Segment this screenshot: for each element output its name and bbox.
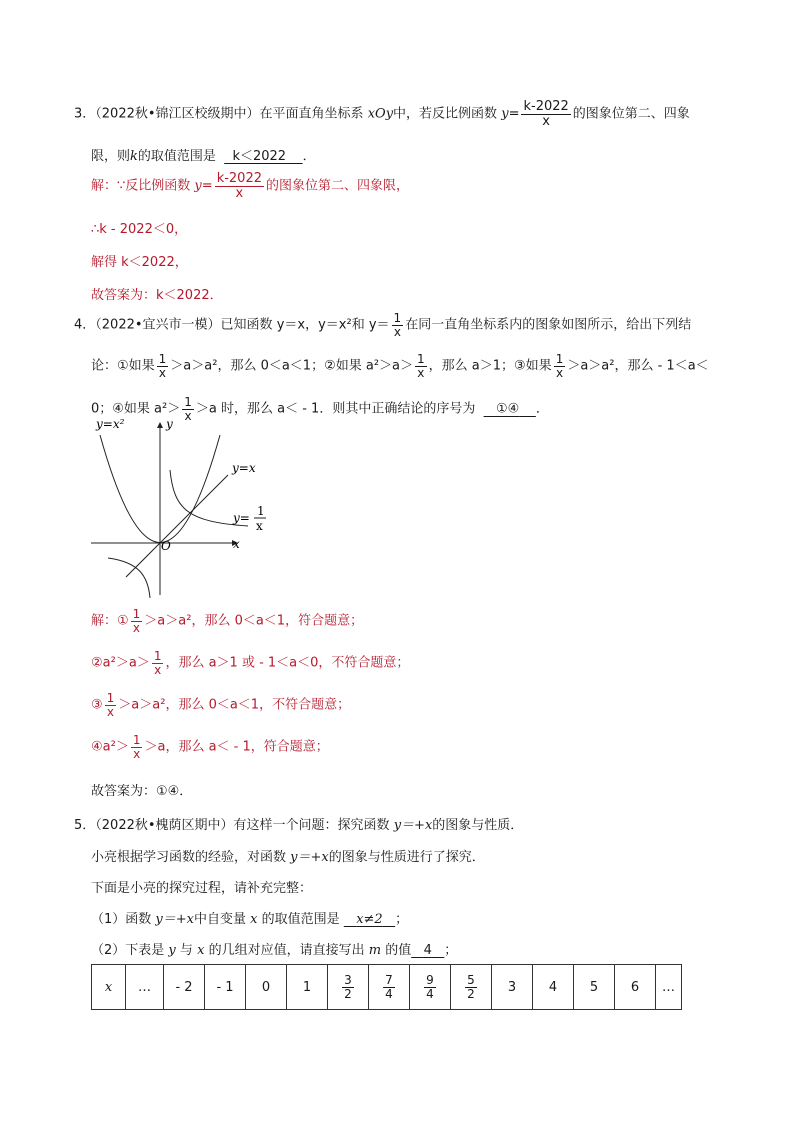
- q4-func-1: y＝x，: [276, 317, 319, 333]
- q5-text: 的图象与性质进行了探究．: [328, 850, 485, 865]
- frac-den: 2: [467, 986, 475, 1001]
- frac-num: 5: [467, 972, 475, 987]
- q4-sol-frac-num: 1: [132, 733, 141, 747]
- table-cell: - 2: [164, 965, 205, 1010]
- q4-solution-1: [91, 608, 363, 634]
- q4-sol-frac-den: x: [132, 620, 141, 635]
- q3-sol-y: y: [194, 178, 202, 194]
- q3-sol-fraction: [215, 172, 264, 200]
- y-axis: [157, 422, 163, 595]
- q4-fraction: [157, 353, 169, 379]
- q3-sol-eq: =: [201, 178, 213, 194]
- label-y-eq-recip: y=: [233, 511, 250, 525]
- q5-text: ；: [395, 912, 409, 927]
- q4-sol-text: ＞a＞a²，那么 0＜a＜1，符合题意；: [144, 613, 364, 629]
- q3-text: 限，则: [91, 149, 131, 164]
- q4-sol-fraction: [131, 608, 143, 634]
- table-cell: 0: [246, 965, 287, 1010]
- q5-x: x: [197, 943, 205, 958]
- q4-number: 4．: [74, 317, 96, 333]
- q4-text: 在同一直角坐标系内的图象如图所示，给出下列结: [405, 317, 692, 333]
- q5-text: 的值: [385, 943, 412, 958]
- q4-frac-num: 1: [184, 395, 192, 409]
- q4-sol-text: ③: [91, 697, 103, 713]
- table-cell: …: [656, 965, 682, 1010]
- q5-line1: [74, 814, 523, 833]
- q5-text: 的几组对应值，请直接写出: [208, 943, 365, 958]
- q4-frac-den: x: [555, 365, 564, 380]
- q5-text: 小亮根据学习函数的经验，对函数: [91, 850, 287, 865]
- table-cell: [328, 965, 369, 1010]
- q4-sol-text: ②a²＞a＞: [91, 655, 150, 671]
- q4-frac-den: x: [158, 365, 167, 380]
- q4-sol-text: ，那么 a＞1 或 - 1＜a＜0，不符合题意；: [165, 655, 410, 671]
- q5-text: 有这样一个问题：探究函数: [233, 818, 390, 833]
- q4-function-graph: [88, 410, 288, 600]
- q4-text: ＞a＞a²，那么 - 1＜a＜: [567, 358, 709, 374]
- q4-solution-3: [91, 692, 350, 718]
- q5-part2: [91, 939, 457, 958]
- q4-text: 0；④如果 a²＞: [91, 401, 181, 417]
- q5-part1: [91, 908, 408, 927]
- q4-frac-den: x: [184, 408, 192, 423]
- table-cell: 6: [615, 965, 656, 1010]
- q4-frac-num: 1: [555, 352, 564, 366]
- q4-sol-frac-den: x: [133, 746, 141, 761]
- q3-k: k: [130, 149, 138, 164]
- table-cell: [451, 965, 492, 1010]
- frac-num: 9: [426, 972, 434, 987]
- q4-sol-text: 解：①: [91, 613, 129, 629]
- q5-line3: 下面是小亮的探究过程，请补充完整：: [91, 881, 313, 896]
- q5-answer-2: 4: [423, 943, 432, 958]
- q5-text: ；: [444, 943, 458, 958]
- frac-den: 4: [385, 986, 393, 1001]
- q5-text: 与: [179, 943, 193, 958]
- table-row: [92, 965, 682, 1010]
- q3-y: y: [501, 106, 509, 122]
- q4-sol-frac-num: 1: [132, 607, 141, 621]
- q3-frac-num: k-2022: [523, 99, 569, 114]
- q4-sol-frac-den: x: [154, 662, 162, 677]
- table-fraction: [383, 974, 395, 1000]
- q5-func: y＝+x: [290, 850, 329, 865]
- q4-answer-blank: [484, 402, 536, 417]
- table-fraction: [465, 974, 477, 1000]
- q3-sol-text: 解：∵反比例函数: [91, 178, 191, 194]
- q4-fraction: [554, 353, 566, 379]
- table-cell: 3: [492, 965, 533, 1010]
- q4-text: 已知函数: [220, 317, 273, 333]
- q3-answer: k＜2022: [232, 149, 287, 164]
- table-header-x: x: [92, 965, 126, 1010]
- table-cell: 4: [533, 965, 574, 1010]
- table-cell: - 1: [205, 965, 246, 1010]
- q5-y: y: [168, 943, 176, 958]
- table-cell: …: [126, 965, 164, 1010]
- q3-line1: [74, 100, 690, 128]
- table-cell: [410, 965, 451, 1010]
- line-y-eq-x: [126, 475, 228, 577]
- q5-x: x: [250, 912, 258, 927]
- q3-answer-blank: [224, 149, 302, 164]
- frac-num: 3: [344, 972, 352, 987]
- q3-eq: =: [508, 106, 520, 122]
- table-cell: [369, 965, 410, 1010]
- q4-frac-num: 1: [417, 352, 425, 366]
- table-cell: 5: [574, 965, 615, 1010]
- q4-frac-den: x: [393, 324, 401, 339]
- label-y-eq-x2: y=x²: [96, 417, 125, 431]
- q5-func: y＝+x: [393, 818, 433, 833]
- q4-sol-frac-num: 1: [153, 649, 162, 663]
- q3-line2: [91, 145, 316, 164]
- q4-sol-fraction: [105, 692, 117, 718]
- q5-text: 的取值范围是: [261, 912, 340, 927]
- q4-solution-4: [91, 734, 329, 760]
- q3-frac-den: x: [542, 113, 550, 129]
- label-x-axis: x: [233, 537, 240, 551]
- q4-solution-5: 故答案为：①④．: [91, 784, 193, 799]
- q3-sol-text: 的图象位第二、四象限，: [266, 178, 410, 194]
- frac-den: 2: [344, 986, 352, 1001]
- q3-solution-4: 故答案为：k＜2022．: [91, 288, 223, 303]
- q3-text: 的取值范围是: [137, 149, 216, 164]
- q5-text: 中自变量: [194, 912, 247, 927]
- q4-func-2: y＝x²和: [318, 317, 365, 333]
- q4-func-3: y＝: [368, 317, 390, 333]
- q3-solution-2: ∴k - 2022＜0，: [91, 222, 188, 237]
- q4-fraction: [392, 312, 404, 338]
- q3-text: 中，若反比例函数: [393, 106, 498, 122]
- q4-source: （2022•宜兴市一模）: [95, 317, 221, 333]
- q4-sol-frac-den: x: [106, 704, 115, 719]
- q4-solution-2: [91, 650, 409, 676]
- q5-func: y＝+x: [155, 912, 194, 927]
- q3-text: 的图象位第二、四象: [572, 106, 690, 122]
- label-recip-num: 1: [257, 504, 265, 518]
- q3-fraction: [521, 100, 570, 128]
- q4-line2: [91, 353, 709, 379]
- q3-number: 3．: [74, 106, 96, 122]
- q4-text: ，那么 a＞1；③如果: [428, 358, 552, 374]
- q5-line2: [91, 846, 485, 865]
- q3-sol-frac-num: k-2022: [216, 171, 262, 186]
- table-fraction: [424, 974, 436, 1000]
- q5-m: m: [368, 943, 382, 958]
- q4-text: ．: [535, 401, 549, 417]
- q4-fraction: [415, 353, 427, 379]
- q3-text: 在平面直角坐标系: [259, 106, 364, 122]
- q5-answer-blank-2: [411, 943, 444, 958]
- q4-sol-frac-num: 1: [106, 691, 115, 705]
- q5-value-table: [91, 964, 682, 1010]
- q4-frac-num: 1: [393, 311, 402, 325]
- table-fraction: [342, 974, 354, 1000]
- frac-den: 4: [426, 986, 434, 1001]
- hyperbola-branch-q3: [108, 558, 150, 598]
- frac-num: 7: [385, 972, 393, 987]
- q4-text: ＞a＞a²，那么 0＜a＜1；②如果 a²＞a＞: [170, 358, 414, 374]
- q4-frac-den: x: [417, 365, 425, 380]
- q4-text: 论：①如果: [91, 358, 155, 374]
- q4-sol-text: ④a²＞: [91, 739, 129, 755]
- q4-answer: ①④: [496, 401, 520, 417]
- table-cell: 1: [287, 965, 328, 1010]
- label-y-axis: y: [166, 417, 173, 431]
- q4-sol-text: ＞a＞a²，那么 0＜a＜1，不符合题意；: [118, 697, 351, 713]
- q5-text: 的图象与性质．: [432, 818, 524, 833]
- q4-text: ＞a 时，那么 a＜ - 1．则其中正确结论的序号为: [195, 401, 476, 417]
- q3-solution-3: 解得 k＜2022，: [91, 255, 188, 270]
- q4-sol-fraction: [152, 650, 164, 676]
- q5-answer-blank-1: [344, 912, 395, 927]
- q5-answer-1: x≠2: [356, 912, 383, 927]
- q3-sol-frac-den: x: [235, 185, 244, 201]
- q4-sol-text: ＞a，那么 a＜ - 1，符合题意；: [144, 739, 329, 755]
- label-y-eq-x: y=x: [232, 461, 256, 475]
- q5-text: （1）函数: [91, 912, 152, 927]
- q4-line1: [74, 312, 691, 338]
- label-recip-den: x: [256, 519, 263, 533]
- label-origin: O: [161, 539, 171, 553]
- q3-source: （2022秋•锦江区校级期中）: [95, 106, 260, 122]
- q3-solution-1: [91, 172, 409, 200]
- q3-text: ．: [302, 149, 316, 164]
- q5-number: 5．: [74, 818, 96, 833]
- q3-xoy: xOy: [367, 106, 394, 122]
- q4-frac-num: 1: [158, 352, 167, 366]
- q5-source: （2022秋•槐荫区期中）: [95, 818, 234, 833]
- q4-sol-fraction: [131, 734, 143, 760]
- q5-text: （2）下表是: [91, 943, 165, 958]
